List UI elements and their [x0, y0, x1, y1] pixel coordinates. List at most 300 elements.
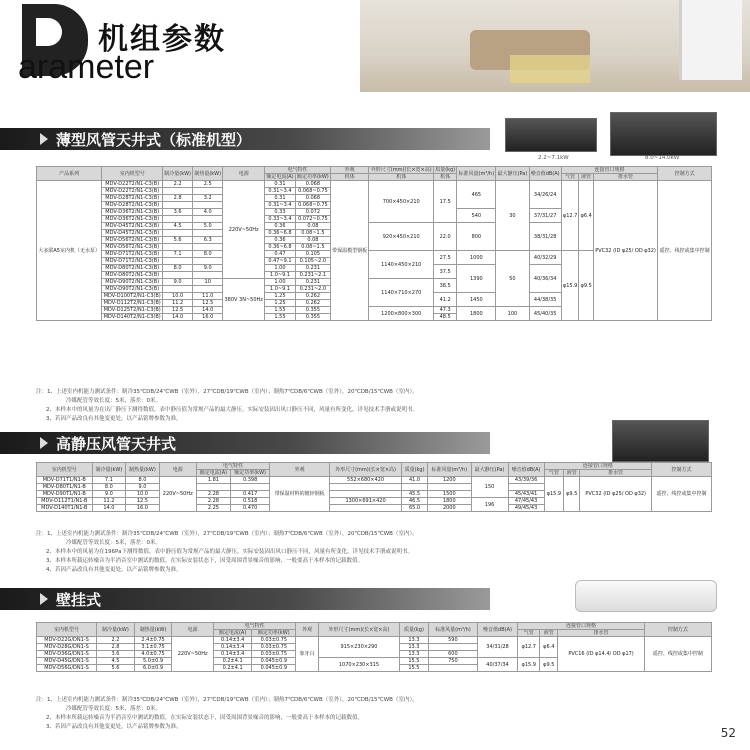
table-cell: MDV-D125T2/N1-C3(B) — [103, 307, 161, 313]
table-cell: 0.231 — [295, 265, 330, 272]
table-cell: MDV-D28T2/N1-C3(B) — [102, 195, 163, 202]
table-cell: MDV-D140T2/N1-C3(B) — [103, 314, 161, 320]
table-cell: 0.03±0.75 — [252, 651, 296, 658]
table-cell: 1500 — [428, 491, 472, 498]
col-liq: 液管 — [564, 470, 580, 477]
table-cell: 0.262 — [295, 293, 330, 300]
table-cell: 1300×691×420 — [329, 498, 401, 505]
table-cell: 0.355 — [295, 307, 330, 314]
table-cell: 4.5 — [163, 223, 193, 230]
table-cell — [329, 491, 401, 498]
table-cell: 1.0~9.1 — [265, 272, 296, 279]
col-weight: 质量(kg) — [402, 463, 428, 477]
table-cell: 552×680×420 — [329, 477, 401, 484]
col-dim: 外形尺寸(mm)(长×宽×高) — [329, 463, 401, 477]
table-cell: 0.31 — [265, 195, 296, 202]
note-line: 2、本样本中的风量为在196Pa下测得数值，表中静压值为常规产品的最大静压。实际安装因出风口静压不同，风量有所变化，详见技术手册或说明书。 — [46, 549, 413, 555]
table-cell: MDV-D36T2/N1-C3(B) — [102, 209, 163, 216]
table-cell: 8.0 — [193, 251, 223, 258]
table-cell: 9.0 — [193, 265, 223, 272]
table-cell: 1450 — [457, 293, 496, 307]
table-cell: φ6.4 — [579, 181, 593, 251]
page-subtitle: arameter — [18, 48, 155, 86]
table-cell: 11.2 — [92, 498, 126, 505]
table-row — [37, 637, 712, 644]
table-cell: 0.470 — [231, 505, 270, 512]
col-weight: 质量(kg) — [435, 167, 456, 173]
col-pwr: 额定功率(kW) — [297, 174, 329, 180]
notes-section-2 — [36, 530, 716, 575]
table-cell — [193, 286, 223, 293]
col-model: 室内机型号 — [37, 463, 93, 477]
col-noise: 噪音值dB(A) — [529, 167, 561, 181]
col-power: 电源 — [172, 623, 214, 637]
table-cell: MDV-D28T2/N1-C3(B) — [102, 202, 163, 209]
col-airflow: 标准风量(m³/h) — [428, 463, 472, 477]
table-cell: MDV-D71T2/N1-C3(B) — [102, 251, 163, 258]
table-cell: 5.0±0.9 — [134, 658, 172, 665]
col-heat: 制热量(kW) — [126, 463, 160, 477]
table-cell: 46.5 — [402, 498, 428, 505]
table-cell: 34/26/24 — [529, 181, 561, 209]
table-cell: 49/45/43 — [508, 505, 544, 512]
table-cell: 1000 — [457, 251, 496, 265]
table-cell: 遥控、线控或集中控制 — [644, 637, 711, 672]
note-line: 冷媒配管等效长度：5米，落差：0米。 — [66, 540, 161, 546]
table-cell — [163, 258, 193, 265]
col-drain: 排水管 — [593, 174, 657, 181]
col-elec: 电气特性 — [265, 167, 331, 174]
duct-unit-image-large — [610, 112, 717, 156]
table-cell: 7.1 — [92, 477, 126, 484]
table-cell: φ9.5 — [564, 477, 580, 512]
table-cell: 4.0 — [193, 209, 223, 216]
table-cell: 22.0 — [434, 223, 457, 251]
col-model: 室内机型号 — [37, 623, 97, 637]
table-cell: 40/32/29 — [529, 251, 561, 265]
col-drain: 排水管 — [558, 630, 645, 637]
table-cell: φ15.9 — [561, 251, 579, 321]
table-cell: MDV-D56T2/N1-C3(B) — [102, 237, 163, 244]
table-cell: 5.6 — [163, 237, 193, 244]
duct-unit-image-small — [505, 118, 597, 152]
capacity-label-b: 8.0~14.0kW — [645, 155, 680, 161]
table-cell: φ9.5 — [540, 658, 558, 672]
table-cell: MDV-D80T1/N1-B — [37, 484, 93, 491]
table-cell: 590 — [428, 637, 477, 644]
table-cell: 16.0 — [193, 314, 223, 321]
col-cool: 制冷量(kW) — [92, 463, 126, 477]
table-cell — [428, 484, 472, 491]
table-cell: 920×450×210 — [369, 223, 434, 251]
section-bar-2 — [0, 432, 490, 454]
table-cell: 2.28 — [196, 491, 230, 498]
table-cell: 2.8 — [97, 644, 135, 651]
table-cell: 43/39/36 — [508, 477, 544, 484]
table-cell: 100 — [496, 307, 529, 321]
spec-table-high-static — [36, 462, 712, 512]
col-series: 产品系列 — [37, 167, 102, 181]
table-cell: MDV-D56G/DN1-S — [37, 665, 97, 672]
capacity-label-a: 2.2~7.1kW — [538, 155, 569, 161]
table-cell: MDV-D90T1/N1-B — [37, 491, 93, 498]
table-cell — [163, 286, 193, 293]
table-cell: 50 — [496, 251, 529, 307]
col-ext: 外观 — [270, 463, 330, 477]
table-cell: 0.14±3.4 — [213, 644, 251, 651]
table-cell: 40/36/34 — [529, 265, 561, 293]
table-cell — [196, 484, 230, 491]
table-cell: 1.55 — [265, 307, 296, 314]
table-cell: MDV-D140T1/N1-B — [37, 505, 93, 512]
table-cell: 1800 — [457, 307, 496, 321]
col-pipe: 连接管口规格 — [518, 623, 645, 630]
note-line: 2、本样本中的风量为在出厂静压下测得数值，表中静压值为常规产品的最大静压。实际安装因出风口静压不同，风量有所变化，详见技术手册或说明书。 — [46, 407, 419, 413]
table-cell: 41.2 — [434, 293, 457, 307]
table-cell: PVC32 (ID φ25/ OD φ32) — [580, 477, 652, 512]
table-cell: 37.5 — [434, 265, 457, 279]
note-line: 4、若因产品改良有其他变更处，以产品铭牌参数为准。 — [46, 567, 182, 573]
table-cell — [163, 188, 193, 195]
table-cell: 带保温材料的镀锌钢板 — [270, 477, 330, 512]
col-power: 电源 — [159, 463, 196, 477]
table-cell: 1.81 — [196, 477, 230, 484]
col-cool: 制冷量(kW) — [163, 167, 193, 181]
table-cell: 38/31/28 — [529, 223, 561, 251]
table-cell: 1200×800×300 — [369, 307, 434, 321]
table-cell: 0.068 — [295, 181, 330, 188]
table-cell: 0.36 — [265, 223, 296, 230]
table-cell: 0.2±4.1 — [213, 665, 251, 672]
table-cell: 2.5 — [193, 181, 223, 188]
col-weight: 质量(kg) — [399, 623, 428, 637]
col-cur: 额定电流(A) — [213, 630, 251, 637]
table-cell: 8.0 — [126, 477, 160, 484]
table-cell: 12.5 — [193, 300, 223, 307]
page-title: 机组参数 — [98, 22, 226, 57]
note-line: 冷媒配管等效长度：5米，落差：0米。 — [66, 398, 161, 404]
table-cell: 5.6 — [97, 665, 135, 672]
table-cell: 220V~50Hz — [223, 181, 265, 279]
table-cell: 540 — [457, 209, 496, 223]
table-cell: 3.6 — [97, 651, 135, 658]
table-cell — [193, 244, 223, 251]
table-cell: 0.08~1.5 — [295, 230, 330, 237]
table-cell: 10.0 — [126, 491, 160, 498]
table-cell: 0.31~3.4 — [265, 202, 296, 209]
col-model: 室内机型号 — [102, 167, 163, 181]
table-cell: 0.105~2.0 — [295, 258, 330, 265]
col-pa: 最大静压(Pa) — [471, 463, 508, 477]
col-gas: 气管 — [561, 174, 579, 181]
table-cell — [193, 230, 223, 237]
table-cell: 0.231~2.0 — [295, 286, 330, 293]
table-cell: 600 — [428, 651, 477, 658]
table-cell: 220V~50Hz — [159, 477, 196, 512]
table-cell: 10.0 — [163, 293, 193, 300]
table-cell — [163, 244, 193, 251]
table-cell: 9.0 — [126, 484, 160, 491]
table-cell: 14.0 — [92, 505, 126, 512]
notes-section-1 — [36, 388, 716, 424]
col-gas: 气管 — [518, 630, 540, 637]
table-cell: 9.0 — [92, 491, 126, 498]
note-line: 注：1、上述室内机能力测试条件：制冷35℃DB/24℃WB（室外），27℃DB/19℃WB（室内）；制热7℃DB/6℃WB（室外），20℃DB/15℃WB（室内）。 — [36, 389, 418, 395]
table-cell: 2.8 — [163, 195, 193, 202]
table-cell: 220V~50Hz — [172, 637, 214, 672]
table-cell: MDV-D28G/DN1-S — [37, 644, 97, 651]
table-cell: PVC16 (ID φ14.4/ OD φ17) — [558, 637, 645, 672]
table-cell: φ12.7 — [518, 637, 540, 658]
section-title: 高静压风管天井式 — [56, 435, 177, 453]
spec-table-wall-mounted — [36, 622, 712, 672]
table-cell: 0.14±3.4 — [213, 637, 251, 644]
table-cell: 0.14±3.4 — [213, 651, 251, 658]
table-cell: MDV-D22G/DN1-S — [37, 637, 97, 644]
col-liq: 液管 — [540, 630, 558, 637]
col-ctrl: 控制方式 — [658, 167, 712, 181]
col-gas: 气管 — [544, 470, 564, 477]
col-ctrl: 控制方式 — [652, 463, 712, 477]
table-cell: 0.045±0.9 — [252, 665, 296, 672]
table-cell: 0.47 — [265, 251, 296, 258]
col-airflow: 标准风量(m³/h) — [428, 623, 477, 637]
table-cell: 0.417 — [231, 491, 270, 498]
table-cell: MDV-D22T2/N1-C3(B) — [102, 188, 163, 195]
table-cell: 13.3 — [399, 637, 428, 644]
table-cell — [329, 484, 401, 491]
col-elec: 电气特性 — [196, 463, 269, 470]
note-line: 2、本样本所载运转噪音为半消音室中测试的数值，在实际安装状态下，因受周围背景噪音的影响，一般要高于本样本的记载数值。 — [46, 715, 364, 721]
table-cell: 10 — [193, 279, 223, 286]
col-ctrl: 控制方式 — [644, 623, 711, 637]
table-cell: 4.5 — [97, 658, 135, 665]
col-elec: 电气特性 — [213, 623, 295, 630]
table-cell — [163, 202, 193, 209]
table-cell: 带保温模型钢板 — [330, 181, 368, 321]
table-cell — [428, 644, 477, 651]
table-cell: 45/43/41 — [508, 491, 544, 498]
col-noise: 噪音值dB(A) — [477, 623, 517, 637]
table-cell: MDV-D112T2/N1-C3(B) — [103, 300, 161, 306]
col-noise: 噪音值dB(A) — [508, 463, 544, 477]
table-cell: 0.072~0.75 — [295, 216, 330, 223]
table-cell: 15.5 — [399, 658, 428, 665]
spec-table-thin-duct — [36, 166, 712, 321]
col-pipe: 连接管口规格 — [544, 463, 652, 470]
table-cell: 38.5 — [434, 279, 457, 293]
window-graphic — [679, 0, 742, 80]
table-cell: 2.2 — [97, 637, 135, 644]
table-cell: 65.0 — [402, 505, 428, 512]
table-cell: 0.03±0.75 — [252, 637, 296, 644]
table-cell: 1.25 — [265, 293, 296, 300]
table-cell: MDV-D80T2/N1-C3(B) — [102, 265, 163, 272]
table-cell — [193, 202, 223, 209]
table-cell — [193, 272, 223, 279]
table-cell — [231, 484, 270, 491]
table-cell — [163, 216, 193, 223]
table-cell: 13.3 — [399, 651, 428, 658]
section-title: 薄型风管天井式（标准机型） — [56, 131, 252, 149]
table-row — [37, 477, 712, 484]
table-cell: 196 — [471, 498, 508, 512]
note-line: 3、若因产品改良有其他变更处，以产品铭牌参数为准。 — [46, 724, 182, 730]
table-cell: 2000 — [428, 505, 472, 512]
col-dim: 外形尺寸(mm)(长×宽×高) — [370, 167, 432, 173]
table-cell: 0.068 — [295, 195, 330, 202]
notes-section-3 — [36, 696, 676, 732]
table-cell: 1.25 — [265, 300, 296, 307]
table-cell: 0.045±0.9 — [252, 658, 296, 665]
table-cell: 8.0 — [92, 484, 126, 491]
table-cell — [508, 484, 544, 491]
table-cell: 2.4±0.75 — [134, 637, 172, 644]
table-cell: 2.28 — [196, 498, 230, 505]
col-pa: 最大静压(Pa) — [496, 167, 529, 181]
table-cell: 9.0 — [163, 279, 193, 286]
table-cell — [193, 216, 223, 223]
table-cell: MDV-D36G/DN1-S — [37, 651, 97, 658]
table-cell: 0.03±0.75 — [252, 644, 296, 651]
table-cell: 1.00 — [265, 265, 296, 272]
play-triangle-icon — [40, 593, 48, 605]
table-cell: 750 — [428, 658, 477, 665]
table-cell: MDV-D71T1/N1-B — [37, 477, 93, 484]
table-cell: 1800 — [428, 498, 472, 505]
section-bar-1 — [0, 128, 490, 150]
table-cell: 0.08 — [295, 237, 330, 244]
high-static-duct-unit-image — [612, 420, 709, 462]
table-cell: 8.0 — [163, 265, 193, 272]
col-pwr: 额定功率(kW) — [231, 470, 270, 477]
table-cell: 40/37/34 — [477, 658, 517, 672]
table-cell: 0.398 — [231, 477, 270, 484]
table-cell: 遥控、线控或集中控制 — [652, 477, 712, 512]
table-cell: MDV-D90T2/N1-C3(B) — [102, 279, 163, 286]
table-cell: 1.0~9.1 — [265, 286, 296, 293]
table-cell: 0.36~6.8 — [265, 244, 296, 251]
table-cell: MDV-D112T1/N1-B — [37, 498, 93, 505]
table-cell: 1200 — [428, 477, 472, 484]
table-cell: PVC32 (ID φ25/ OD φ32) — [593, 181, 657, 321]
table-cell: MDV-D71T2/N1-C3(B) — [102, 258, 163, 265]
table-cell: 700×450×210 — [369, 181, 434, 223]
table-cell: 1390 — [457, 265, 496, 293]
col-body2: 机体 — [369, 174, 434, 181]
table-cell: 6.3 — [193, 237, 223, 244]
table-cell: 47/45/43 — [508, 498, 544, 505]
col-pwr: 额定功率(kW) — [252, 630, 296, 637]
table-cell: 800 — [457, 223, 496, 251]
note-line: 注：1、上述室内机能力测试条件：制冷35℃DB/24℃WB（室外），27℃DB/19℃WB（室内）；制热7℃DB/6℃WB（室外），20℃DB/15℃WB（室内）。 — [36, 531, 418, 537]
wall-mounted-unit-image — [575, 580, 717, 612]
table-cell: 3.2 — [193, 195, 223, 202]
table-cell — [193, 188, 223, 195]
table-cell: 150 — [471, 477, 508, 498]
table-cell: MDV-D22T2/N1-C3(B) — [102, 181, 163, 188]
header-room-photo — [360, 0, 750, 92]
table-cell: 0.072 — [295, 209, 330, 216]
table-cell: 17.5 — [434, 181, 457, 223]
table-cell: 大多联A5室内机（无水泵） — [37, 181, 102, 321]
table-cell: 1070×230×315 — [319, 658, 400, 672]
table-cell: 1.55 — [265, 314, 296, 321]
col-ext: 外观 — [330, 167, 368, 174]
table-cell: 0.31~3.4 — [265, 188, 296, 195]
col-cur: 额定电流(A) — [266, 174, 294, 180]
table-cell: 13.3 — [399, 644, 428, 651]
table-cell: φ15.9 — [518, 658, 540, 672]
col-liq: 液管 — [579, 174, 593, 181]
table-cell: 0.231 — [295, 279, 330, 286]
table-cell: 4.0±0.75 — [134, 651, 172, 658]
col-cool: 制冷量(kW) — [97, 623, 135, 637]
table-cell: 47.3 — [434, 307, 457, 314]
table-cell — [163, 272, 193, 279]
table-cell: 380V 3N~50Hz — [223, 279, 265, 321]
note-line: 注：1、上述室内机能力测试条件：制冷35℃DB/24℃WB（室外），27℃DB/19℃WB（室内）；制热7℃DB/6℃WB（室外），20℃DB/15℃WB（室内）。 — [36, 697, 418, 703]
table-cell: 14.0 — [193, 307, 223, 314]
table-cell: φ15.9 — [544, 477, 564, 512]
table-cell: 2.25 — [196, 505, 230, 512]
page-number: 52 — [720, 726, 736, 740]
table-cell: 27.5 — [434, 251, 457, 265]
table-cell: φ12.7 — [561, 181, 579, 251]
table-cell: 0.36 — [265, 237, 296, 244]
col-heat: 制热量(kW) — [193, 167, 223, 181]
table-cell: 1.00 — [265, 279, 296, 286]
table-cell — [428, 665, 477, 672]
table-cell — [193, 258, 223, 265]
table-cell: 0.355 — [295, 314, 330, 321]
table-cell: 0.08~1.5 — [295, 244, 330, 251]
table-cell: 30 — [496, 181, 529, 251]
table-cell: 0.47~9.1 — [265, 258, 296, 265]
table-cell: 0.262 — [295, 300, 330, 307]
table-cell: 11.2 — [163, 300, 193, 307]
note-line: 3、本样本所载运转噪音为半消音室中测试的数值，在实际安装状态下，因受周围背景噪音的影响，一般要高于本样本的记载数值。 — [46, 558, 364, 564]
col-dim: 外形尺寸(mm)(长×宽×高) — [319, 623, 400, 637]
col-airflow: 标准风量(m³/h) — [457, 167, 496, 181]
col-pipe: 连接管口规格 — [561, 167, 657, 174]
table-cell — [329, 505, 401, 512]
note-line: 冷媒配管等效长度：5米，落差：0米。 — [66, 706, 161, 712]
page-header — [0, 0, 750, 95]
table-cell: 0.518 — [231, 498, 270, 505]
table-cell: 1140×710×270 — [369, 279, 434, 307]
table-cell: 11.0 — [193, 293, 223, 300]
table-cell: φ9.5 — [579, 251, 593, 321]
section-title: 壁挂式 — [56, 591, 102, 609]
table-cell — [163, 230, 193, 237]
col-cur: 额定电流(A) — [196, 470, 230, 477]
col-drain: 排水管 — [580, 470, 652, 477]
table-cell: 5.0 — [193, 223, 223, 230]
section-bar-3 — [0, 588, 490, 610]
table-cell: 0.33 — [265, 209, 296, 216]
table-cell: 2.2 — [163, 181, 193, 188]
note-line: 3、若因产品改良有其他变更处，以产品铭牌参数为准。 — [46, 416, 182, 422]
table-cell: 3.1±0.75 — [134, 644, 172, 651]
col-body: 机体 — [330, 174, 368, 181]
table-cell: MDV-D45T2/N1-C3(B) — [102, 230, 163, 237]
table-cell: 465 — [457, 181, 496, 209]
table-cell: 0.33~3.4 — [265, 216, 296, 223]
table-cell: 1140×450×210 — [369, 251, 434, 279]
table-cell: 7.1 — [163, 251, 193, 258]
col-heat: 制热量(kW) — [134, 623, 172, 637]
